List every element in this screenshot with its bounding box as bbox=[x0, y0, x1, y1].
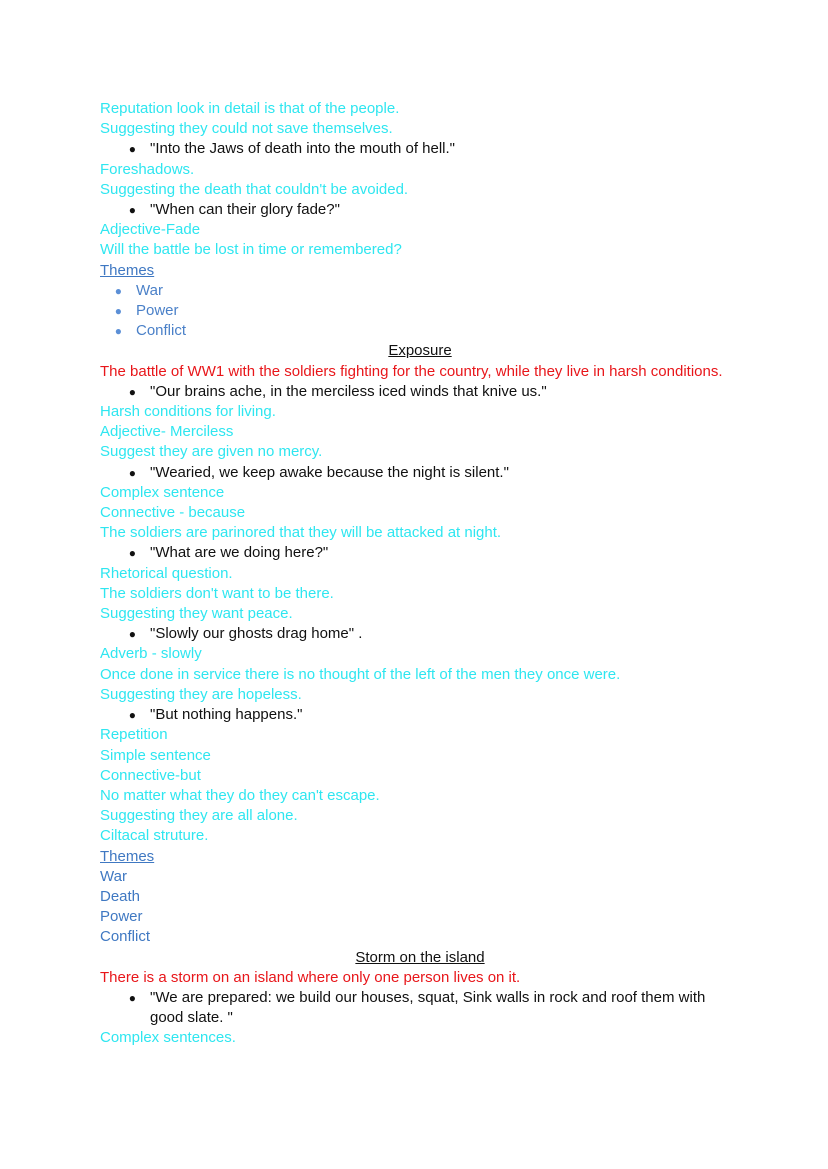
themes-heading[interactable] bbox=[100, 847, 740, 867]
analysis-line: The soldiers are parinored that they will be attacked at night. bbox=[100, 524, 502, 542]
quote-bullet bbox=[100, 139, 740, 159]
analysis-line: Complex sentence bbox=[100, 483, 225, 501]
quote-bullet bbox=[100, 624, 740, 644]
quote-text: "But nothing happens." bbox=[150, 706, 303, 724]
theme-text: War bbox=[136, 281, 163, 299]
section-title-storm: Storm on the island bbox=[355, 948, 485, 966]
quote-text: "Slowly our ghosts drag home" . bbox=[150, 625, 363, 643]
theme-text: Conflict bbox=[136, 322, 187, 340]
bullet-icon: ● bbox=[114, 283, 122, 298]
bullet-icon: ● bbox=[128, 142, 136, 157]
analysis-line: Connective - because bbox=[100, 504, 246, 522]
analysis-line: Suggesting the death that couldn't be avoided. bbox=[100, 180, 409, 198]
poem-summary: The battle of WW1 with the soldiers fighting for the country, while they live in harsh conditions. bbox=[100, 362, 723, 380]
bullet-icon: ● bbox=[128, 203, 136, 218]
analysis-line: Simple sentence bbox=[100, 746, 211, 764]
document-body bbox=[100, 99, 740, 1049]
quote-text: "What are we doing here?" bbox=[150, 544, 329, 562]
analysis-line: Foreshadows. bbox=[100, 160, 195, 178]
analysis-line: Adjective-Fade bbox=[100, 221, 201, 239]
analysis-line: No matter what they do they can't escape. bbox=[100, 786, 380, 804]
analysis-line: Will the battle be lost in time or remembered? bbox=[100, 241, 402, 259]
bullet-icon: ● bbox=[114, 324, 122, 339]
analysis-line: Ciltacal struture. bbox=[100, 827, 209, 845]
analysis-line: Reputation look in detail is that of the people. bbox=[100, 100, 400, 117]
bullet-icon: ● bbox=[114, 304, 122, 319]
quote-bullet bbox=[100, 200, 740, 220]
bullet-icon: ● bbox=[128, 990, 136, 1005]
analysis-line: Suggesting they are hopeless. bbox=[100, 685, 302, 703]
analysis-line: Suggesting they could not save themselves. bbox=[100, 120, 393, 138]
quote-bullet bbox=[100, 705, 740, 725]
analysis-line: Suggesting they are all alone. bbox=[100, 807, 298, 825]
section-title-exposure: Exposure bbox=[388, 342, 452, 360]
themes-heading[interactable] bbox=[100, 261, 740, 281]
bullet-icon: ● bbox=[128, 627, 136, 642]
theme-item: Death bbox=[100, 887, 141, 905]
quote-bullet bbox=[100, 988, 740, 1028]
quote-text: "Our brains ache, in the merciless iced winds that knive us." bbox=[150, 382, 547, 400]
bullet-icon: ● bbox=[128, 465, 136, 480]
analysis-line: Adjective- Merciless bbox=[100, 423, 234, 441]
analysis-line: Once done in service there is no thought of the left of the men they once were. bbox=[100, 665, 621, 683]
theme-item: War bbox=[100, 867, 127, 885]
theme-item: Power bbox=[100, 908, 143, 926]
theme-bullet bbox=[100, 301, 740, 321]
theme-text: Power bbox=[136, 302, 179, 320]
themes-link[interactable]: Themes bbox=[100, 847, 155, 865]
analysis-line: Suggest they are given no mercy. bbox=[100, 443, 323, 461]
analysis-line: The soldiers don't want to be there. bbox=[100, 584, 334, 602]
analysis-line: Suggesting they want peace. bbox=[100, 605, 293, 623]
quote-bullet bbox=[100, 463, 740, 483]
bullet-icon: ● bbox=[128, 546, 136, 561]
bullet-icon: ● bbox=[128, 384, 136, 399]
analysis-line: Repetition bbox=[100, 726, 168, 744]
quote-text: "Wearied, we keep awake because the night is silent." bbox=[150, 463, 509, 481]
quote-bullet bbox=[100, 382, 740, 402]
quote-text: "Into the Jaws of death into the mouth of hell." bbox=[150, 140, 456, 158]
quote-text: "When can their glory fade?" bbox=[150, 201, 340, 219]
analysis-line: Adverb - slowly bbox=[100, 645, 202, 663]
theme-item: Conflict bbox=[100, 928, 151, 946]
analysis-line: Rhetorical question. bbox=[100, 564, 233, 582]
themes-link[interactable]: Themes bbox=[100, 261, 155, 279]
bullet-icon: ● bbox=[128, 708, 136, 723]
quote-text: "We are prepared: we build our houses, squat, Sink walls in rock and roof them with good slate. " bbox=[150, 988, 706, 1027]
theme-bullet bbox=[100, 281, 740, 301]
quote-bullet bbox=[100, 543, 740, 563]
analysis-line: Connective-but bbox=[100, 766, 201, 784]
poem-summary: There is a storm on an island where only one person lives on it. bbox=[100, 968, 521, 986]
analysis-line: Complex sentences. bbox=[100, 1029, 236, 1047]
theme-bullet bbox=[100, 321, 740, 341]
analysis-line: Harsh conditions for living. bbox=[100, 403, 276, 421]
